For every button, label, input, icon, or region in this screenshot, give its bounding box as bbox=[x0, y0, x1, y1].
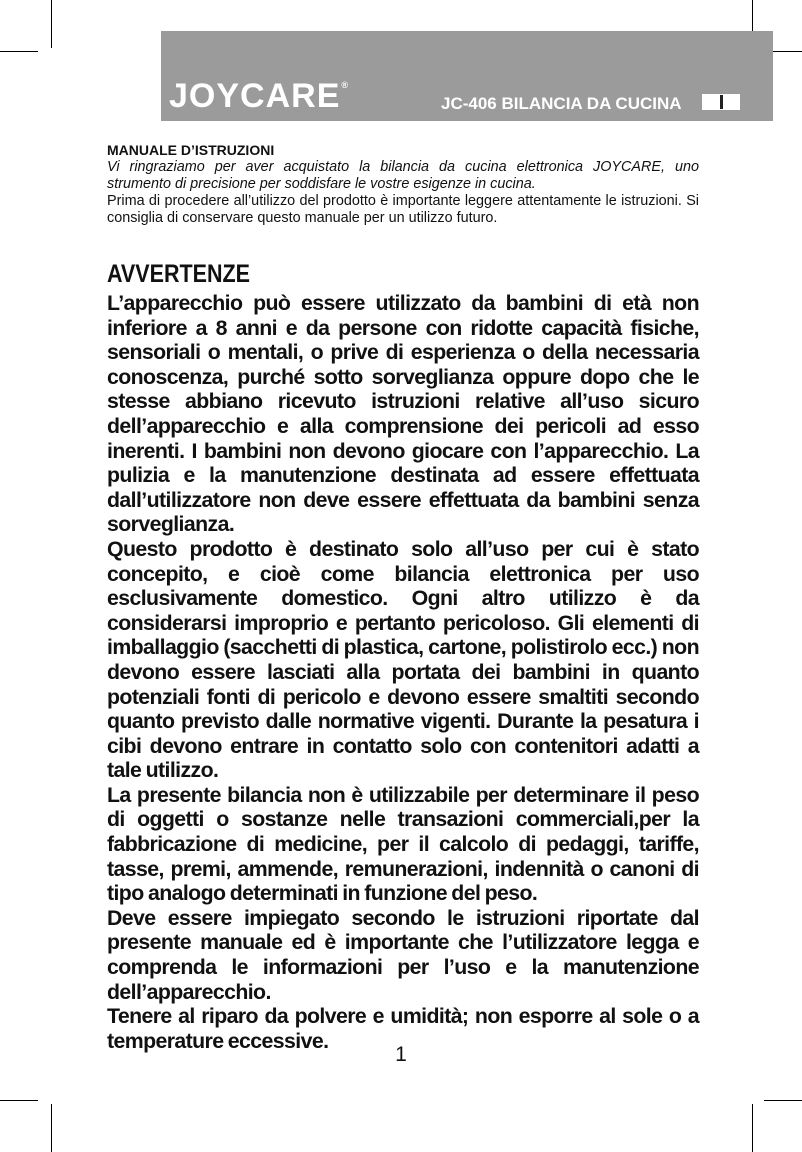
warnings-section bbox=[107, 259, 699, 1053]
advice-text: Prima di procedere all’utilizzo del prodotto è importante leggere attentamente le istruzioni. Si consiglia di conservare questo manuale per un utilizzo futuro. bbox=[107, 193, 699, 226]
crop-mark bbox=[764, 1100, 802, 1101]
model-title: JC-406 BILANCIA DA CUCINA bbox=[441, 94, 682, 113]
warning-paragraph: La presente bilancia non è utilizzabile per determinare il peso di oggetti o sostanze nelle transazioni commerciali,per la fabbricazione di medicine, per il calcolo di pedaggi, tariffe, tasse, premi, ammende, remunerazioni, indennità o canoni di tipo analogo determinati in funzione del peso. bbox=[107, 782, 699, 906]
crop-mark bbox=[0, 1100, 38, 1101]
trademark-symbol: ® bbox=[341, 80, 350, 90]
warning-paragraph: L’apparecchio può essere utilizzato da bambini di età non inferiore a 8 anni e da persone con ridotte capacità fisiche, sensoriali o mentali, o prive di esperienza o della necessaria conoscenza, purché sotto sorveglianza oppure dopo che le stesse abbiano ricevuto istruzioni relative all’uso sicuro dell’apparecchio e alla comprensione dei pericoli ad esso inerenti. I bambini non devono giocare con l’apparecchio. La pulizia e la manutenzione destinata ad essere effettuata dall’utilizzatore non deve essere effettuata da bambini senza sorveglianza. bbox=[107, 291, 699, 537]
intro-section bbox=[107, 142, 699, 227]
brand-logo bbox=[169, 79, 349, 113]
warning-paragraph: Questo prodotto è destinato solo all’uso per cui è stato concepito, e cioè come bilancia elettronica per uso esclusivamente domestico. Ogni altro utilizzo è da considerarsi improprio e pertanto pericoloso. Gli elementi di imballaggio (sacchetti di plastica, cartone, polistirolo ecc.) non devono essere lasciati alla portata dei bambini in quanto potenziali fonti di pericolo e devono essere smaltiti secondo quanto previsto dalle normative vigenti. Durante la pesatura i cibi devono entrare in contatto solo con contenitori adatti a tale utilizzo. bbox=[107, 536, 699, 783]
crop-mark bbox=[0, 51, 38, 52]
warnings-heading: AVVERTENZE bbox=[107, 260, 250, 288]
header-band bbox=[161, 31, 773, 121]
crop-mark bbox=[51, 1104, 52, 1152]
warning-paragraph: Deve essere impiegato secondo le istruzioni riportate dal presente manuale ed è importante che l’utilizzatore legga e comprenda le informazioni per l’uso e la manutenzione dell’apparecchio. bbox=[107, 905, 699, 1004]
italian-flag-icon bbox=[702, 94, 740, 110]
crop-mark bbox=[51, 0, 52, 48]
brand-name: JOYCARE bbox=[169, 77, 341, 115]
warning-paragraph: Tenere al riparo da polvere e umidità; non esporre al sole o a temperature eccessive. bbox=[107, 1004, 699, 1053]
page-number: 1 bbox=[395, 1043, 407, 1066]
manual-title: MANUALE D’ISTRUZIONI bbox=[107, 142, 275, 158]
crop-mark bbox=[752, 1104, 753, 1152]
thanks-text: Vi ringraziamo per aver acquistato la bilancia da cucina elettronica JOYCARE, uno strumento di precisione per soddisfare le vostre esigenze in cucina. bbox=[107, 159, 699, 192]
